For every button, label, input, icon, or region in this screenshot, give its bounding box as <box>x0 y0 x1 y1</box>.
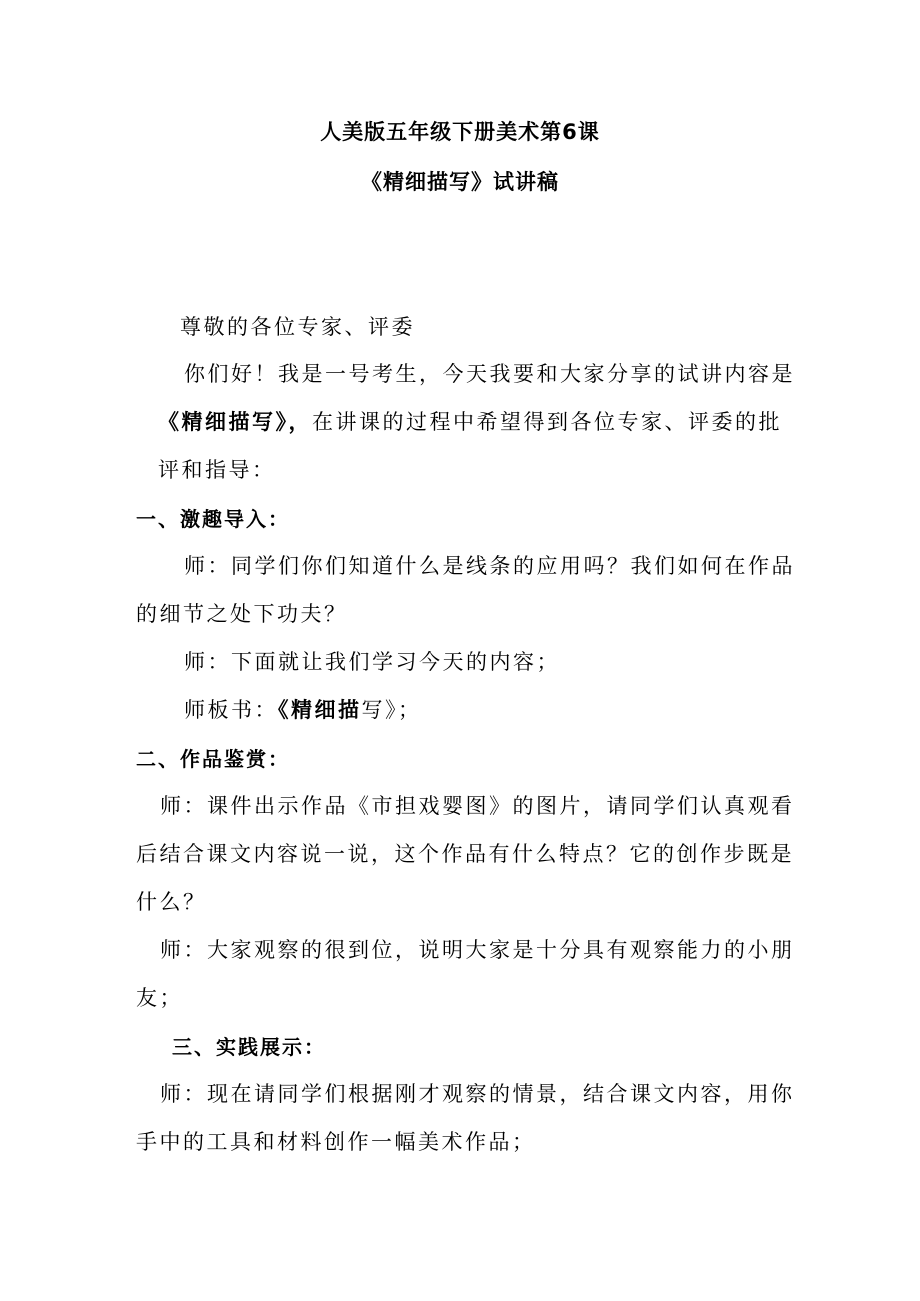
board-prefix: 师板书： <box>184 698 278 722</box>
section-heading-1: 一、激趣导入： <box>136 507 290 531</box>
board-title: 《精细描 <box>278 698 362 722</box>
section-heading-2: 二、作品鉴赏： <box>136 747 290 771</box>
board-tail: 写》； <box>361 698 422 722</box>
s2-p2-line-2: 友； <box>136 986 183 1010</box>
s2-p1-line-3: 什么？ <box>136 890 207 914</box>
s2-p2-line-1: 师：大家观察的很到位，说明大家是十分具有观察能力的小朋 <box>160 938 795 962</box>
s1-question-line-1: 师：同学们你们知道什么是线条的应用吗？我们如何在作品 <box>184 554 795 578</box>
doc-title-line2: 《精细描写》试讲稿 <box>361 170 559 194</box>
intro-line-3: 评和指导： <box>158 458 276 482</box>
s2-p1-line-2: 后结合课文内容说一说，这个作品有什么特点？它的创作步既是 <box>136 842 794 866</box>
s1-next-line: 师：下面就让我们学习今天的内容； <box>184 650 560 674</box>
intro-book-title: 《精细描写》， <box>158 410 312 434</box>
salutation: 尊敬的各位专家、评委 <box>180 315 415 339</box>
s1-board-line <box>184 696 422 724</box>
s1-question-line-2: 的细节之处下功夫？ <box>136 602 348 626</box>
s2-p1-line-1: 师：课件出示作品《市担戏婴图》的图片，请同学们认真观看 <box>160 794 795 818</box>
intro-line-2 <box>158 408 782 436</box>
s3-p1-line-2: 手中的工具和材料创作一幅美术作品； <box>136 1130 536 1154</box>
intro-line-2-text: 在讲课的过程中希望得到各位专家、评委的批 <box>312 410 782 434</box>
section-heading-3: 三、实践展示： <box>172 1035 326 1059</box>
intro-line-1: 你们好！我是一号考生，今天我要和大家分享的试讲内容是 <box>184 362 795 386</box>
doc-title-line1: 人美版五年级下册美术第6课 <box>320 120 600 144</box>
s3-p1-line-1: 师：现在请同学们根据刚才观察的情景，结合课文内容，用你 <box>160 1082 795 1106</box>
